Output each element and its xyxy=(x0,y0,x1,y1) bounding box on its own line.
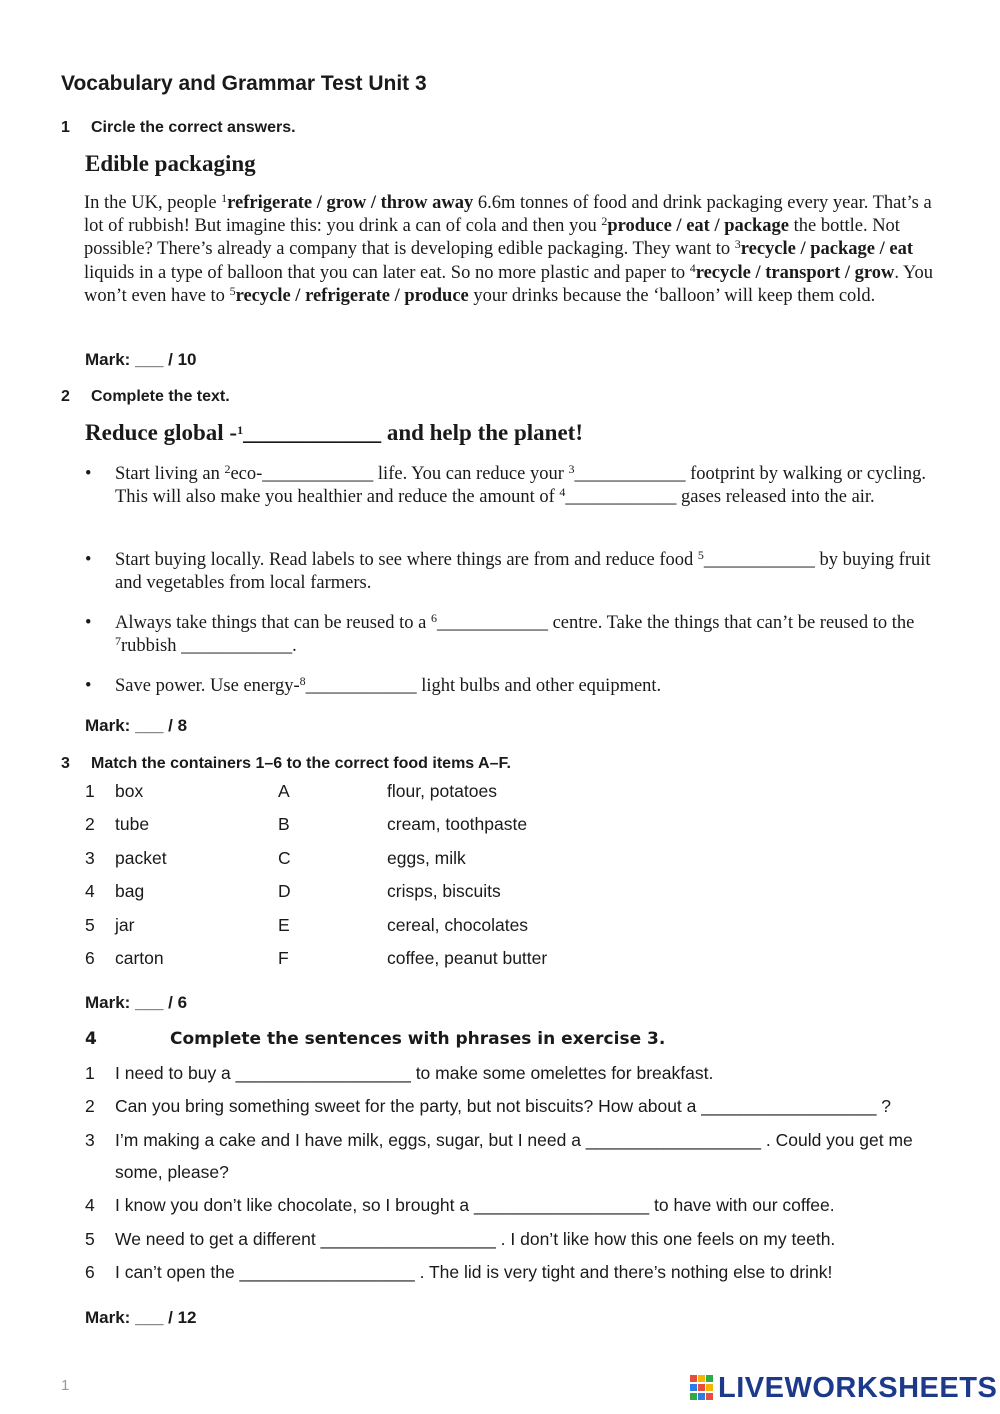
text-run: In the UK, people xyxy=(84,193,222,213)
sentence-text: I know you don’t like chocolate, so I brought a __________________ to have with our coffee. xyxy=(115,1195,835,1215)
match-number: 1 xyxy=(85,781,95,801)
text-run: liquids in a type of balloon that you can later eat. So no more plastic and paper to xyxy=(84,262,690,283)
match-container: bag xyxy=(115,881,145,901)
match-letter: E xyxy=(278,915,290,935)
section-3-mark: Mark: ___ / 6 xyxy=(85,993,188,1012)
text-run: Reduce global - xyxy=(85,420,238,445)
section-1-paragraph xyxy=(84,192,944,308)
liveworksheets-logo[interactable] xyxy=(690,1372,997,1409)
sentence-text: Can you bring something sweet for the party, but not biscuits? How about a __________________ ? xyxy=(115,1096,892,1116)
sentence-number: 6 xyxy=(85,1262,95,1282)
gap-number: 8 xyxy=(299,674,306,688)
section-3-header xyxy=(61,755,511,773)
text-run: eco-____________ life. You can reduce your xyxy=(230,464,569,484)
text-run: Always take things that can be reused to a xyxy=(115,613,431,633)
answer-options: recycle / package / eat xyxy=(740,239,913,260)
sentence-item xyxy=(85,1256,945,1288)
text-run: the bottle. Not possible? There’s already a company that is developing edible packaging. They want to xyxy=(84,216,900,260)
text-run: Save power. Use energy- xyxy=(115,676,300,696)
match-items: cereal, chocolates xyxy=(387,915,529,935)
gap-number: 5 xyxy=(229,283,236,298)
section-number: 3 xyxy=(61,755,70,772)
section-1-heading: Edible packaging xyxy=(85,151,256,176)
match-number: 4 xyxy=(85,881,95,901)
text-run: ____________ light bulbs and other equipment. xyxy=(305,676,662,696)
text-run: . You won’t even have to xyxy=(84,262,933,306)
gap-number: 4 xyxy=(559,485,566,500)
section-instruction: Complete the text. xyxy=(91,388,230,405)
bullet-item xyxy=(85,549,945,595)
answer-options: recycle / refrigerate / produce xyxy=(235,285,469,306)
sentence-text: We need to get a different __________________ . I don’t like how this one feels on my teeth. xyxy=(115,1229,836,1249)
liveworksheets-logo-icon xyxy=(690,1375,714,1409)
match-container: carton xyxy=(115,948,164,968)
section-2-header xyxy=(61,388,230,406)
sentence-item xyxy=(85,1090,945,1122)
match-items: eggs, milk xyxy=(387,848,466,868)
bullet-text xyxy=(115,675,945,698)
match-letter: D xyxy=(278,881,291,901)
match-items: cream, toothpaste xyxy=(387,814,528,834)
sentence-item xyxy=(85,1223,945,1255)
text-run: 6.6m tonnes of food and drink packaging every year. That’s a lot of rubbish! But imagine this: you drink a can of cola and then you xyxy=(84,193,932,237)
text-run: ____________ and help the planet! xyxy=(243,420,583,445)
gap-number: 2 xyxy=(601,214,608,229)
section-2-heading xyxy=(85,420,583,446)
gap-number: 3 xyxy=(734,237,741,252)
match-container: jar xyxy=(115,915,135,935)
bullet-icon: • xyxy=(85,464,92,484)
section-number: 4 xyxy=(85,1029,97,1049)
bullet-item xyxy=(85,463,945,509)
gap-number: 2 xyxy=(224,462,231,476)
bullet-text xyxy=(115,549,945,595)
text-run: Start buying locally. Read labels to see where things are from and reduce food xyxy=(115,550,698,570)
section-4-header xyxy=(85,1029,665,1049)
gap-number: 1 xyxy=(221,191,228,205)
answer-options: produce / eat / package xyxy=(607,216,789,237)
section-1-header xyxy=(61,119,296,137)
sentence-text: I’m making a cake and I have milk, eggs, sugar, but I need a __________________ . Could you get me some, please? xyxy=(115,1130,913,1182)
text-run: Start living an xyxy=(115,464,225,484)
match-letter: F xyxy=(278,948,289,968)
match-letter: C xyxy=(278,848,291,868)
section-1-mark: Mark: ___ / 10 xyxy=(85,350,197,369)
sentence-number: 5 xyxy=(85,1229,95,1249)
section-instruction: Circle the correct answers. xyxy=(91,119,296,136)
match-container: tube xyxy=(115,814,150,834)
answer-options: recycle / transport / grow xyxy=(695,262,895,283)
section-number: 1 xyxy=(61,119,70,136)
section-instruction: Complete the sentences with phrases in exercise 3. xyxy=(170,1029,666,1049)
section-4-mark: Mark: ___ / 12 xyxy=(85,1308,197,1327)
sentence-number: 2 xyxy=(85,1096,95,1116)
gap-number: 7 xyxy=(115,634,121,649)
text-run: ____________ centre. Take the things that can’t be reused to the xyxy=(436,613,915,633)
match-container: box xyxy=(115,781,144,801)
gap-number: 1 xyxy=(237,423,244,437)
bullet-text xyxy=(115,612,945,658)
sentence-item xyxy=(85,1057,945,1089)
gap-number: 6 xyxy=(430,611,437,625)
bullet-icon: • xyxy=(85,550,92,570)
text-run: your drinks because the ‘balloon’ will keep them cold. xyxy=(468,285,876,306)
bullet-item xyxy=(85,675,945,698)
bullet-icon: • xyxy=(85,676,92,696)
bullet-icon: • xyxy=(85,613,92,633)
sentence-text: I can’t open the __________________ . The lid is very tight and there’s nothing else to drink! xyxy=(115,1262,833,1282)
section-2-mark: Mark: ___ / 8 xyxy=(85,716,188,735)
sentence-item xyxy=(85,1124,945,1188)
match-number: 6 xyxy=(85,948,95,968)
sentence-number: 3 xyxy=(85,1130,95,1150)
answer-options: refrigerate / grow / throw away xyxy=(227,193,474,213)
section-number: 2 xyxy=(61,388,70,405)
gap-number: 5 xyxy=(697,548,704,562)
gap-number: 3 xyxy=(568,462,575,476)
gap-number: 4 xyxy=(689,260,696,275)
match-container: packet xyxy=(115,848,167,868)
bullet-item xyxy=(85,612,945,658)
match-items: crisps, biscuits xyxy=(387,881,501,901)
bullet-text xyxy=(115,463,945,509)
match-items: flour, potatoes xyxy=(387,781,497,801)
match-letter: B xyxy=(278,814,290,834)
page-number: 1 xyxy=(61,1377,70,1394)
logo-text: LIVEWORKSHEETS xyxy=(718,1372,998,1404)
text-run: ____________ footprint by walking or cycling. This will also make you healthier and reduce the amount of xyxy=(115,464,926,508)
section-instruction: Match the containers 1–6 to the correct food items A–F. xyxy=(91,755,511,772)
match-letter: A xyxy=(278,781,290,801)
text-run: rubbish ____________. xyxy=(121,636,297,657)
sentence-text: I need to buy a __________________ to make some omelettes for breakfast. xyxy=(115,1063,714,1083)
sentence-number: 1 xyxy=(85,1063,95,1083)
sentence-number: 4 xyxy=(85,1195,95,1215)
text-run: ____________ by buying fruit and vegetables from local farmers. xyxy=(115,550,931,594)
page-title: Vocabulary and Grammar Test Unit 3 xyxy=(61,72,427,95)
match-items: coffee, peanut butter xyxy=(387,948,548,968)
match-number: 5 xyxy=(85,915,95,935)
sentence-item xyxy=(85,1189,945,1221)
text-run: ____________ gases released into the air. xyxy=(565,487,875,508)
match-number: 3 xyxy=(85,848,95,868)
match-number: 2 xyxy=(85,814,95,834)
